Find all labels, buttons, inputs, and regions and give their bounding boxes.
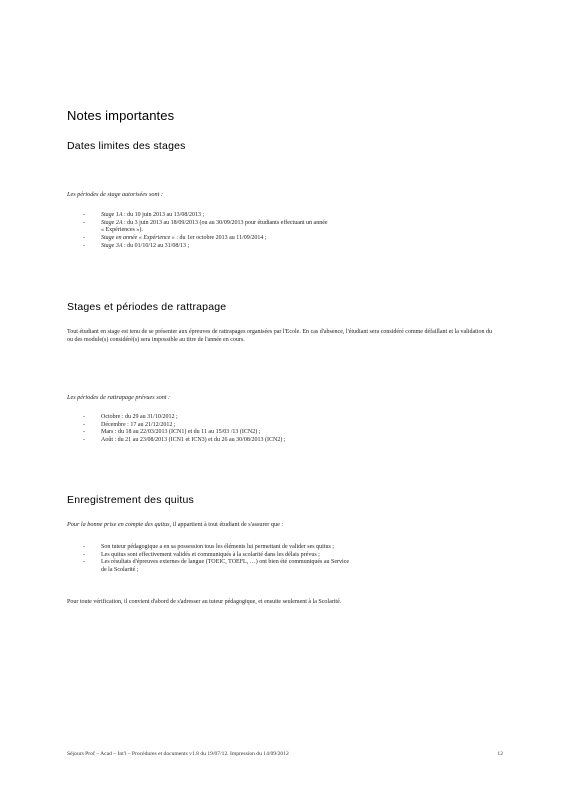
item-text: Mars : du 18 au 22/03/2013 (ICN1) et du 11 au 15/03 /13 (ICN2) ; <box>101 429 261 436</box>
item-text: Les résultats d'épreuves externes de langue (TOEIC, TOEFL, …) ont bien été communiqués au Service <box>101 559 350 566</box>
section-heading-rattrapage: Stages et périodes de rattrapage <box>67 301 227 313</box>
item-continuation: « Expériences »). <box>101 227 143 234</box>
item-text: Décembre : 17 au 21/12/2012 ; <box>101 421 176 428</box>
rattrapage-list <box>83 414 285 445</box>
dates-intro: Les périodes de stage autorisées sont : <box>67 191 163 198</box>
list-item: - Stage 1A : du 10 juin 2013 au 13/08/2013 ; <box>83 212 205 218</box>
list-item: - Octobre : du 29 au 31/10/2012 ; <box>83 414 178 420</box>
quitus-intro-italic: Pour la bonne prise en compte des quitus <box>67 521 170 528</box>
item-text: Les quitus sont effectivement validés et communiqués à la scolarité dans les délais prévus ; <box>101 551 320 558</box>
list-item: - Stage 2A : du 3 juin 2013 au 18/09/2013 (ou au 30/09/2013 pour étudiants effectuant un année « Expériences »). <box>83 219 328 234</box>
item-text: : du 10 juin 2013 au 13/08/2013 ; <box>124 212 205 218</box>
rattrapage-paragraph: Tout étudiant en stage est tenu de se présenter aux épreuves de rattrapages organisées par l'Ecole. En cas d'absence, l'étudiant sera considéré comme défaillant et la validation du ou des module(s) considéré(s) sera impossible au titre de l'année en cours. <box>67 329 492 343</box>
item-text: Août : du 21 au 23/08/2013 (ICN1 et ICN3) et du 26 au 30/08/2013 (ICN2) ; <box>101 437 286 444</box>
section-heading-dates: Dates limites des stages <box>67 140 186 152</box>
quitus-list <box>83 544 349 575</box>
dates-list <box>83 212 328 251</box>
footer-text: Séjours Prof – Acad – Int'l – Procédures et documents v1.8 du 19/07/12. Impression du 14/09/2012 <box>67 751 289 757</box>
rattrapage-intro: Les périodes de rattrapage prévues sont : <box>67 394 171 401</box>
section-heading-quitus: Enregistrement des quitus <box>67 494 194 506</box>
item-text: : du 3 juin 2013 au 18/09/2013 (ou au 30/09/2013 pour étudiants effectuant un année <box>124 219 328 226</box>
item-text: : du 01/10/12 au 31/08/13 ; <box>124 242 190 249</box>
item-label: Stage 1A <box>101 212 123 218</box>
list-item: - Stage en année « Expérience » : du 1er octobre 2013 au 11/09/2014 ; <box>83 235 267 242</box>
list-item: - Les quitus sont effectivement validés et communiqués à la scolarité dans les délais prévus ; <box>83 551 320 558</box>
list-item: - Août : du 21 au 23/08/2013 (ICN1 et ICN3) et du 26 au 30/08/2013 (ICN2) ; <box>83 437 286 444</box>
page-title: Notes importantes <box>67 108 175 123</box>
quitus-intro <box>67 521 283 528</box>
item-text: Son tuteur pédagogique a en sa possession tous les éléments lui permettant de valider ses quitus ; <box>101 544 334 550</box>
page-number: 12 <box>497 751 503 757</box>
list-item: - Mars : du 18 au 22/03/2013 (ICN1) et du 11 au 15/03 /13 (ICN2) ; <box>83 429 261 436</box>
item-text: : du 1er octobre 2013 au 11/09/2014 ; <box>176 235 267 242</box>
quitus-intro-rest: , il appartient à tout étudiant de s'assurer que : <box>169 521 284 528</box>
list-item: - Les résultats d'épreuves externes de langue (TOEIC, TOEFL, …) ont bien été communiqués au Service de la Scolarité ; <box>83 559 350 574</box>
item-label: Stage en année « Expérience » <box>101 235 175 242</box>
list-item: - Son tuteur pédagogique a en sa possession tous les éléments lui permettant de valider ses quitus ; <box>83 544 334 550</box>
list-item: - Stage 3A : du 01/10/12 au 31/08/13 ; <box>83 242 190 249</box>
item-label: Stage 3A <box>101 242 123 249</box>
list-item: - Décembre : 17 au 21/12/2012 ; <box>83 421 176 428</box>
item-text: Octobre : du 29 au 31/10/2012 ; <box>101 414 178 420</box>
item-label: Stage 2A <box>101 219 123 226</box>
item-continuation: de la Scolarité ; <box>101 567 139 574</box>
quitus-paragraph: Pour toute vérification, il convient d'abord de s'adresser au tuteur pédagogique, et ensuite seulement à la Scolarité. <box>67 599 342 605</box>
